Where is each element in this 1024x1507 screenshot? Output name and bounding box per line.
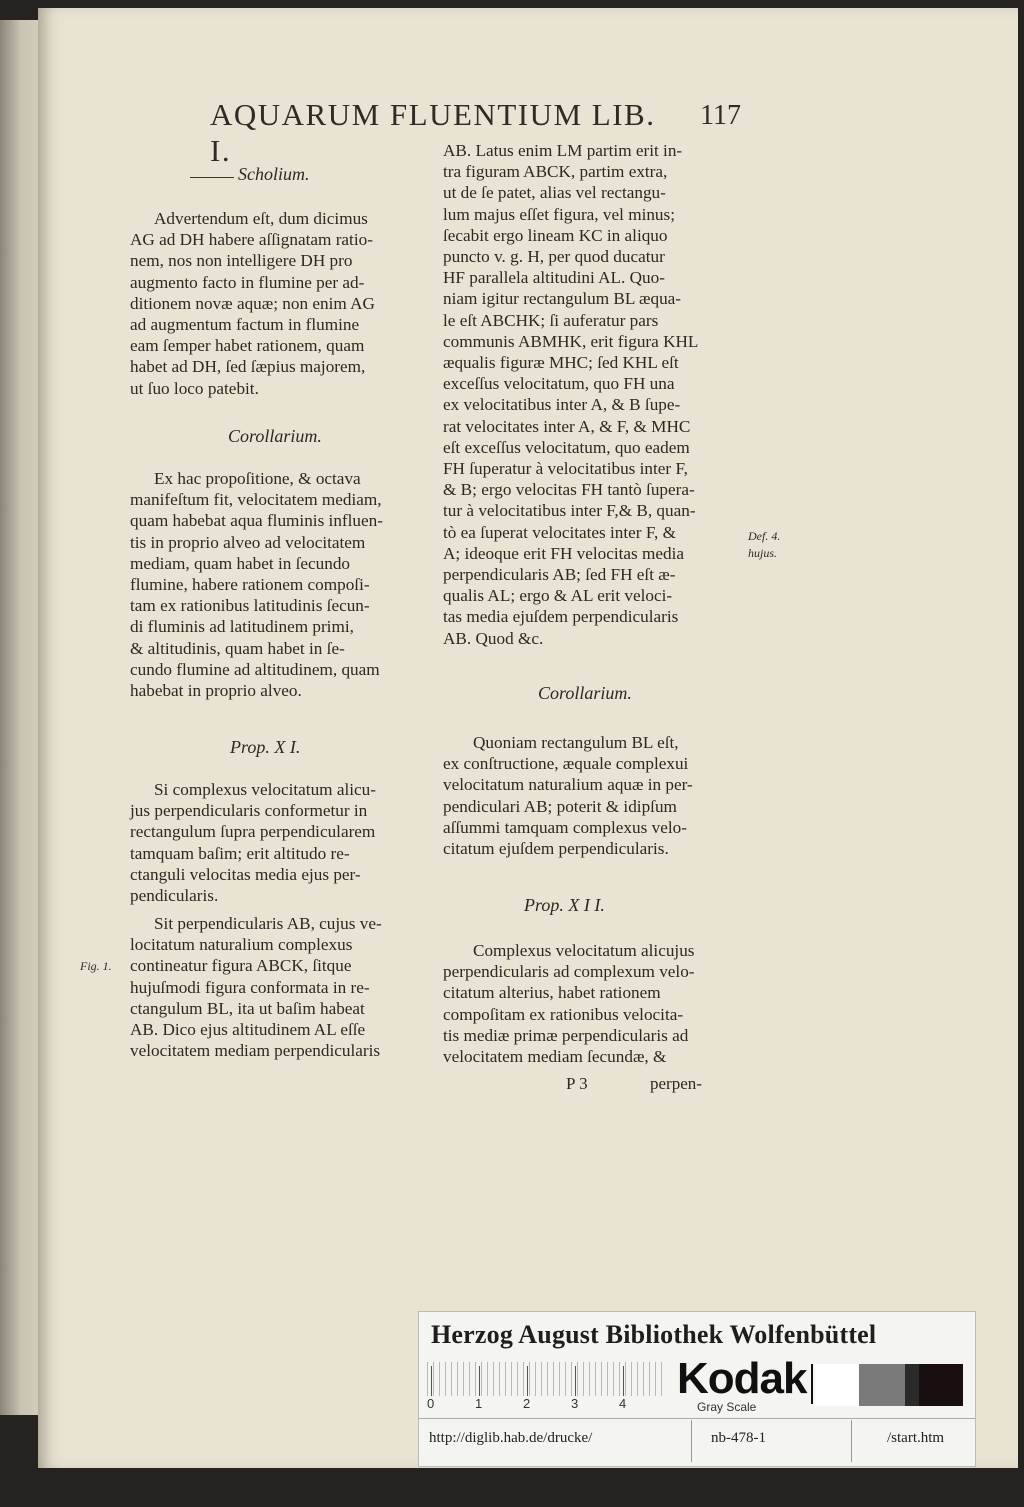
text-line: puncto v. g. H, per quod ducatur <box>443 247 665 267</box>
text-line: tra figuram ABCK, partim extra, <box>443 162 668 182</box>
text-line: habet ad DH, ſed ſæpius majorem, <box>130 357 366 377</box>
text-line: lum majus eſſet figura, vel minus; <box>443 204 675 224</box>
prop-xii-heading: Prop. X I I. <box>524 895 605 915</box>
text-line: A; ideoque erit FH velocitas media <box>443 543 685 563</box>
text-line: niam igitur rectangulum BL æqua- <box>443 289 682 309</box>
text-line: eam ſemper habet rationem, quam <box>130 336 365 356</box>
prop-xi-proof <box>130 913 422 1061</box>
catchword: perpen- <box>650 1074 702 1093</box>
text-line: ut ſuo loco patebit. <box>130 378 259 398</box>
text-line: HF parallela altitudini AL. Quo- <box>443 268 665 288</box>
text-line: AB. Latus enim LM partim erit in- <box>443 141 683 160</box>
text-line: tamquam baſim; erit altitudo re- <box>130 843 350 863</box>
library-color-card <box>418 1311 976 1467</box>
kodak-divider <box>811 1364 813 1404</box>
text-line: perpendicularis AB; ſed FH eſt æ- <box>443 565 676 585</box>
text-line: ctanguli velocitas media ejus per- <box>130 864 361 884</box>
gray-patch-white <box>815 1364 859 1406</box>
text-line: ex conſtructione, æquale complexui <box>443 754 689 774</box>
signature-mark: P 3 <box>566 1074 588 1093</box>
scholium-heading: Scholium. <box>238 164 310 184</box>
text-line: & B; ergo velocitas FH tantò ſupera- <box>443 480 695 500</box>
scale-tick <box>431 1366 432 1396</box>
page-number: 117 <box>700 100 741 131</box>
text-line: habebat in proprio alveo. <box>130 681 302 701</box>
definition-margin-note <box>748 528 780 562</box>
shelfmark-id: nb-478-1 <box>711 1430 766 1446</box>
scale-tick <box>527 1366 528 1396</box>
text-line: di fluminis ad latitudinem primi, <box>130 617 354 637</box>
text-line: augmento facto in flumine per ad- <box>130 272 365 292</box>
source-url: http://diglib.hab.de/drucke/ <box>429 1430 593 1446</box>
text-line: ut de ſe patet, alias vel rectangu- <box>443 183 666 203</box>
kodak-logo: Kodak <box>677 1354 807 1403</box>
text-line: flumine, habere rationem compoſi- <box>130 575 370 595</box>
text-line: manifeſtum fit, velocitatem mediam, <box>130 490 382 510</box>
prop-xi-text <box>130 779 422 906</box>
scale-tick <box>623 1366 624 1396</box>
text-line: Ex hac propoſitione, & octava <box>154 469 361 488</box>
card-divider <box>419 1418 975 1419</box>
text-line: contineatur figura ABCK, ſitque <box>130 956 352 976</box>
scale-number: 0 <box>427 1396 435 1411</box>
text-line: tò ea ſuperat velocitates inter F, & <box>443 522 676 542</box>
text-line: cundo flumine ad altitudinem, quam <box>130 659 380 679</box>
text-line: citatum alterius, habet rationem <box>443 983 661 1003</box>
scale-tick <box>575 1366 576 1396</box>
text-line: ex velocitatibus inter A, & B ſupe- <box>443 395 681 415</box>
scale-tick <box>479 1366 480 1396</box>
corollarium-text-left <box>130 468 422 701</box>
text-line: tas media ejuſdem perpendicularis <box>443 607 679 627</box>
corollarium-heading-left: Corollarium. <box>228 426 322 446</box>
text-line: æqualis figuræ MHC; ſed KHL eſt <box>443 353 679 373</box>
library-name: Herzog August Bibliothek Wolfenbüttel <box>431 1320 877 1349</box>
text-line: tur à velocitatibus inter F,& B, quan- <box>443 501 696 521</box>
scale-number: 4 <box>619 1396 627 1411</box>
text-line: AB. Quod &c. <box>443 628 544 648</box>
text-line: exceſſus velocitatum, quo FH una <box>443 374 675 394</box>
gray-patch-dark <box>905 1364 919 1406</box>
text-line: ctangulum BL, ita ut baſim habeat <box>130 998 365 1018</box>
gray-patch-black <box>919 1364 963 1406</box>
text-line: le eſt ABCHK; ſi auferatur pars <box>443 310 659 330</box>
text-line: qualis AL; ergo & AL erit veloci- <box>443 586 673 606</box>
text-line: perpendicularis ad complexum velo- <box>443 962 695 982</box>
gray-scale-label: Gray Scale <box>697 1400 757 1414</box>
prop-xi-heading: Prop. X I. <box>230 737 301 757</box>
text-line: nem, nos non intelligere DH pro <box>130 251 353 271</box>
text-line: velocitatem mediam perpendicularis <box>130 1041 381 1061</box>
running-head: AQUARUM FLUENTIUM LIB. I. <box>210 97 656 168</box>
text-line: compoſitam ex rationibus velocita- <box>443 1004 684 1024</box>
text-line: eſt exceſſus velocitatum, quo eadem <box>443 437 690 457</box>
proof-continuation <box>443 140 745 649</box>
text-line: ad augmentum factum in flumine <box>130 315 360 335</box>
text-line: tam ex rationibus latitudinis ſecun- <box>130 596 370 616</box>
text-line: Quoniam rectangulum BL eſt, <box>473 733 679 752</box>
text-line: rat velocitates inter A, & F, & MHC <box>443 416 691 436</box>
scale-number: 2 <box>523 1396 531 1411</box>
card-separator <box>851 1420 852 1462</box>
corollarium-heading-right: Corollarium. <box>538 683 632 703</box>
ruler-scale <box>427 1362 667 1396</box>
scholium-rule <box>190 177 234 178</box>
card-separator <box>691 1420 692 1462</box>
text-line: Complexus velocitatum alicujus <box>473 941 695 960</box>
margin-note-line: hujus. <box>748 546 778 560</box>
scholium-text <box>130 208 422 399</box>
text-line: locitatum naturalium complexus <box>130 935 353 955</box>
corollarium-text-right <box>443 732 745 859</box>
text-line: citatum ejuſdem perpendicularis. <box>443 839 669 859</box>
text-line: rectangulum ſupra perpendicularem <box>130 822 376 842</box>
text-line: aſſummi tamquam complexus velo- <box>443 817 687 837</box>
text-line: Sit perpendicularis AB, cujus ve- <box>154 914 382 933</box>
text-line: Si complexus velocitatum alicu- <box>154 780 376 799</box>
margin-note-line: Def. 4. <box>748 529 781 543</box>
scale-number: 1 <box>475 1396 483 1411</box>
text-line: jus perpendicularis conformetur in <box>130 801 368 821</box>
scale-number: 3 <box>571 1396 579 1411</box>
text-line: AG ad DH habere aſſignatam ratio- <box>130 230 373 250</box>
start-link: /start.htm <box>887 1430 945 1446</box>
figure-margin-note: Fig. 1. <box>80 959 112 973</box>
text-line: & altitudinis, quam habet in ſe- <box>130 638 345 658</box>
text-line: AB. Dico ejus altitudinem AL eſſe <box>130 1020 366 1040</box>
text-line: mediam, quam habet in ſecundo <box>130 553 351 573</box>
text-line: communis ABMHK, erit figura KHL <box>443 331 699 351</box>
text-line: pendiculari AB; poterit & idipſum <box>443 796 677 816</box>
text-line: pendicularis. <box>130 886 219 906</box>
text-line: tis in proprio alveo ad velocitatem <box>130 532 366 552</box>
text-line: ditionem novæ aquæ; non enim AG <box>130 293 375 313</box>
text-line: velocitatem mediam ſecundæ, & <box>443 1047 667 1067</box>
gray-patch-mid <box>859 1364 905 1406</box>
text-line: quam habebat aqua fluminis influen- <box>130 511 383 531</box>
text-line: FH ſuperatur à velocitatibus inter F, <box>443 459 688 479</box>
text-line: tis mediæ primæ perpendicularis ad <box>443 1025 689 1045</box>
text-line: Advertendum eſt, dum dicimus <box>154 209 368 228</box>
text-line: ſecabit ergo lineam KC in aliquo <box>443 225 668 245</box>
prop-xii-text <box>443 940 745 1067</box>
text-line: hujuſmodi figura conformata in re- <box>130 977 370 997</box>
text-line: velocitatum naturalium aquæ in per- <box>443 775 693 795</box>
